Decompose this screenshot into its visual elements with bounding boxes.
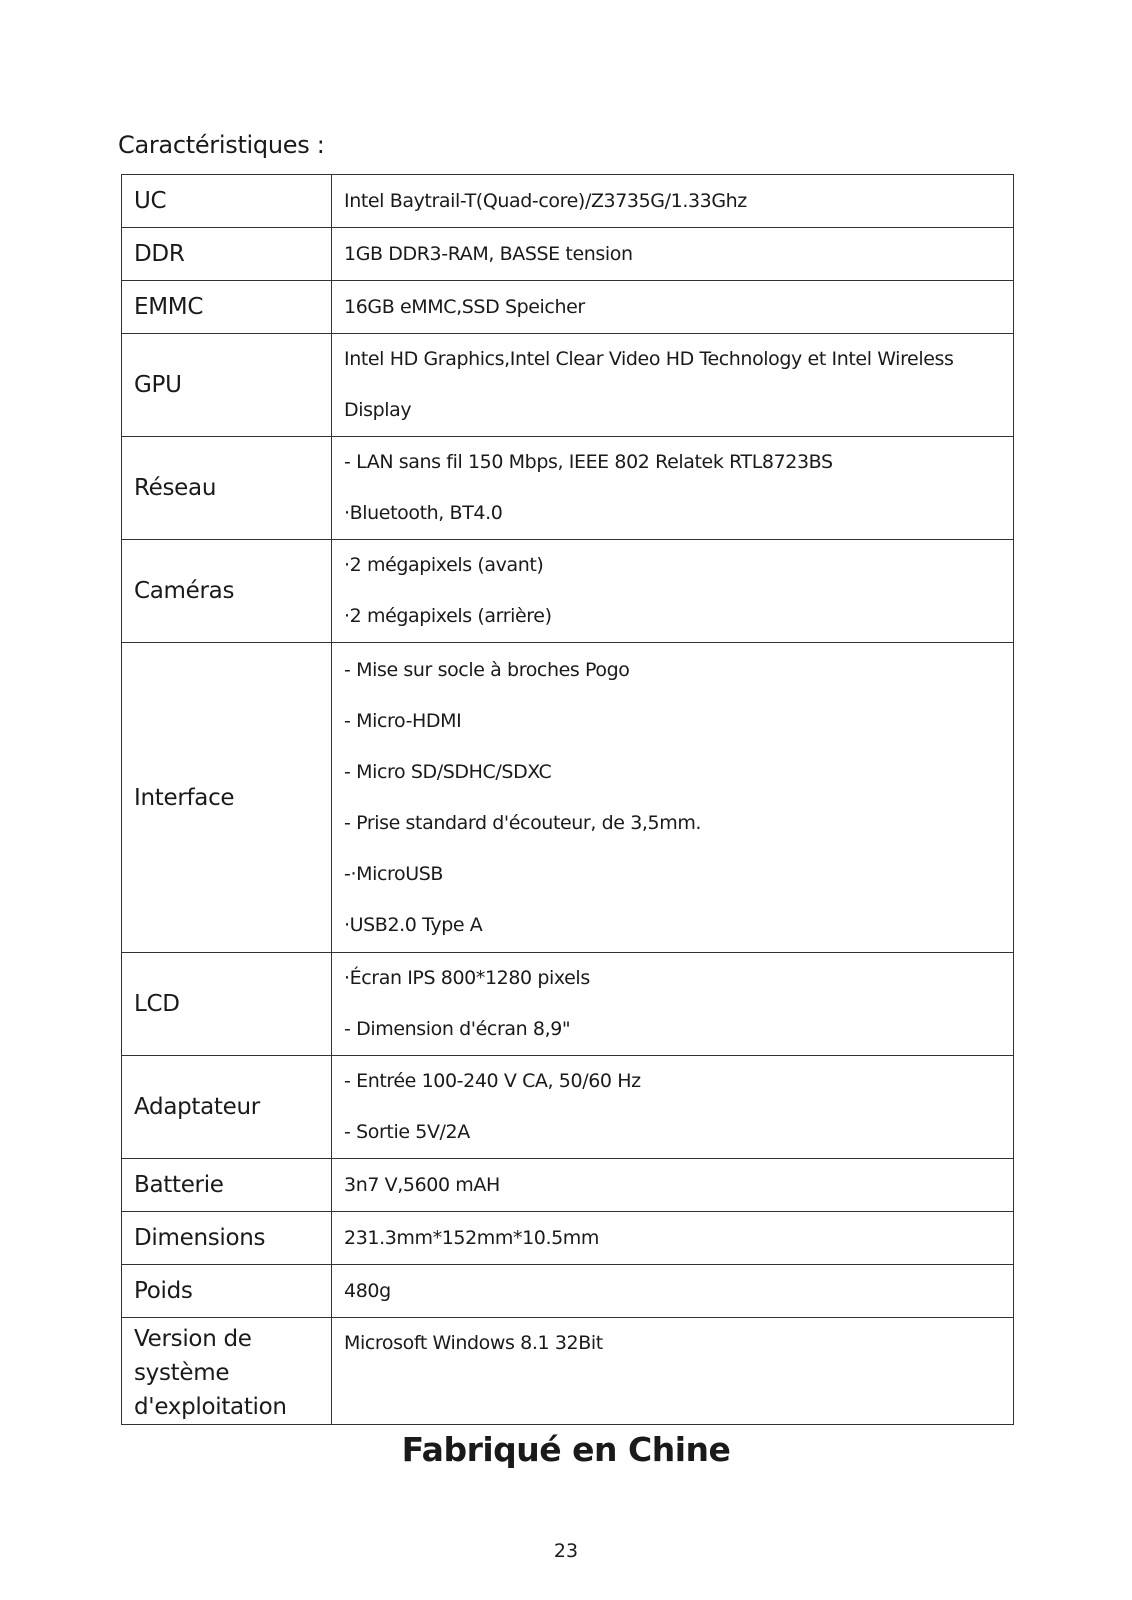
spec-row-batterie <box>122 1159 1014 1212</box>
spec-row-cameras <box>122 540 1014 643</box>
spec-value-line: -·MicroUSB <box>344 862 444 885</box>
spec-value <box>332 437 1014 540</box>
spec-label: GPU <box>122 334 332 437</box>
spec-value-line: - Micro-HDMI <box>344 709 462 732</box>
spec-value-line: 480g <box>344 1279 391 1302</box>
spec-value-line: Intel Baytrail-T(Quad-core)/Z3735G/1.33Ghz <box>344 189 747 212</box>
spec-value-line: Intel HD Graphics,Intel Clear Video HD Technology et Intel Wireless <box>344 348 954 370</box>
spec-value <box>332 334 1014 437</box>
spec-row-ddr <box>122 228 1014 281</box>
spec-value-line: ·USB2.0 Type A <box>344 913 483 936</box>
spec-value-line: - LAN sans fil 150 Mbps, IEEE 802 Relatek RTL8723BS <box>344 451 833 473</box>
spec-value <box>332 1212 1014 1265</box>
spec-value-line: Display <box>344 399 412 421</box>
spec-row-reseau <box>122 437 1014 540</box>
spec-value <box>332 1318 1014 1425</box>
spec-value <box>332 281 1014 334</box>
spec-row-poids <box>122 1265 1014 1318</box>
spec-row-gpu <box>122 334 1014 437</box>
spec-row-dimensions <box>122 1212 1014 1265</box>
spec-label: Poids <box>122 1265 332 1318</box>
spec-label: Caméras <box>122 540 332 643</box>
section-heading: Caractéristiques : <box>118 131 325 159</box>
spec-value-line: ·2 mégapixels (arrière) <box>344 605 552 627</box>
spec-value-line: Microsoft Windows 8.1 32Bit <box>344 1332 603 1354</box>
spec-value-line: ·Écran IPS 800*1280 pixels <box>344 967 590 989</box>
made-in-label: Fabriqué en Chine <box>401 1430 731 1469</box>
spec-label: Version de système d'exploitation <box>122 1318 332 1425</box>
spec-value-line: 1GB DDR3-RAM, BASSE tension <box>344 242 633 265</box>
spec-row-lcd <box>122 953 1014 1056</box>
spec-row-uc <box>122 175 1014 228</box>
spec-row-os-version <box>122 1318 1014 1425</box>
spec-value <box>332 953 1014 1056</box>
spec-label: Réseau <box>122 437 332 540</box>
spec-value-line: - Sortie 5V/2A <box>344 1121 470 1143</box>
spec-value <box>332 228 1014 281</box>
spec-value-line: - Prise standard d'écouteur, de 3,5mm. <box>344 811 702 834</box>
page-number: 23 <box>553 1540 579 1562</box>
spec-label: Interface <box>122 643 332 953</box>
spec-value-line: - Dimension d'écran 8,9" <box>344 1018 571 1040</box>
spec-value-line: 16GB eMMC,SSD Speicher <box>344 295 585 318</box>
spec-label: Dimensions <box>122 1212 332 1265</box>
spec-row-adaptateur <box>122 1056 1014 1159</box>
spec-value <box>332 540 1014 643</box>
spec-value <box>332 175 1014 228</box>
spec-value <box>332 1265 1014 1318</box>
spec-row-emmc <box>122 281 1014 334</box>
spec-label: UC <box>122 175 332 228</box>
specifications-table <box>121 174 1014 1425</box>
spec-value-line: 3n7 V,5600 mAH <box>344 1173 500 1196</box>
spec-value-line: 231.3mm*152mm*10.5mm <box>344 1226 600 1249</box>
spec-label: LCD <box>122 953 332 1056</box>
spec-row-interface <box>122 643 1014 953</box>
spec-value <box>332 1159 1014 1212</box>
spec-value-line: ·2 mégapixels (avant) <box>344 554 544 576</box>
spec-value-line: - Entrée 100-240 V CA, 50/60 Hz <box>344 1070 641 1092</box>
spec-value-line: - Micro SD/SDHC/SDXC <box>344 760 552 783</box>
spec-label: Adaptateur <box>122 1056 332 1159</box>
spec-value <box>332 1056 1014 1159</box>
spec-value-line: - Mise sur socle à broches Pogo <box>344 658 630 681</box>
spec-label: Batterie <box>122 1159 332 1212</box>
spec-label: EMMC <box>122 281 332 334</box>
spec-value-line: ·Bluetooth, BT4.0 <box>344 502 503 524</box>
spec-label: DDR <box>122 228 332 281</box>
spec-value <box>332 643 1014 953</box>
